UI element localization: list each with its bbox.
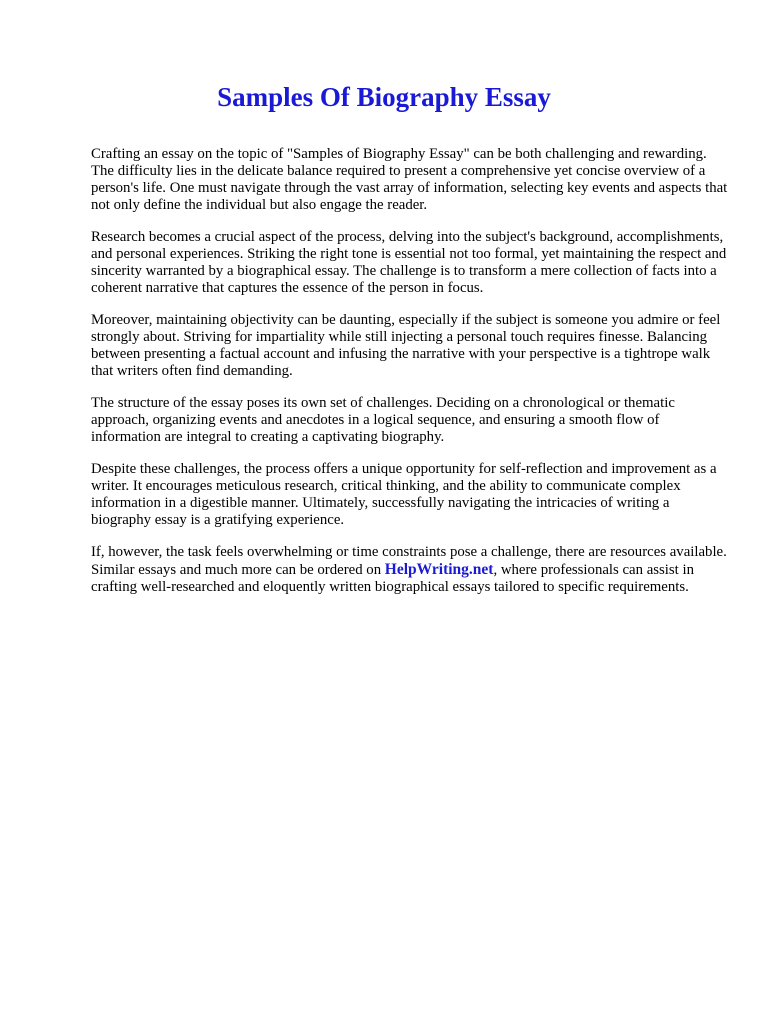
paragraph-1: Crafting an essay on the topic of "Samples of Biography Essay" can be both challenging and rewarding. The difficulty lies in the delicate balance required to present a comprehensive yet concise overview of a person's life. One must navigate through the vast array of information, selecting key events and aspects that not only define the individual but also engage the reader. — [91, 146, 728, 213]
paragraph-3: Moreover, maintaining objectivity can be daunting, especially if the subject is someone you admire or feel strongly about. Striving for impartiality while still injecting a personal touch requires finesse. Balancing between presenting a factual account and infusing the narrative with your perspective is a tightrope walk that writers often find demanding. — [91, 312, 721, 379]
paragraph-5: Despite these challenges, the process offers a unique opportunity for self-reflection and improvement as a writer. It encourages meticulous research, critical thinking, and the ability to communicate complex information in a digestible manner. Ultimately, successfully navigating the intricacies of writing a biography essay is a gratifying experience. — [91, 461, 717, 528]
helpwriting-link[interactable]: HelpWriting.net — [384, 561, 494, 578]
paragraph-2: Research becomes a crucial aspect of the process, delving into the subject's background, accomplishments, and personal experiences. Striking the right tone is essential not too formal, yet maintaining the respect and sincerity warranted by a biographical essay. The challenge is to transform a mere collection of facts into a coherent narrative that captures the essence of the person in focus. — [91, 229, 727, 296]
paragraph-6-text-after: , where professionals can assist in crafting well-researched and eloquently written biographical essays tailored to specific requirements. — [91, 562, 694, 595]
paragraph-4: The structure of the essay poses its own set of challenges. Deciding on a chronological or thematic approach, organizing events and anecdotes in a logical sequence, and ensuring a smooth flow of information are integral to creating a captivating biography. — [91, 395, 675, 445]
paragraph-6 — [91, 544, 731, 596]
paragraph-6-text-before: If, however, the task feels overwhelming or time constraints pose a challenge, there are resources available. Similar essays and much more can be ordered on — [91, 544, 727, 578]
document-body — [91, 146, 731, 611]
document-title: Samples Of Biography Essay — [217, 82, 551, 112]
